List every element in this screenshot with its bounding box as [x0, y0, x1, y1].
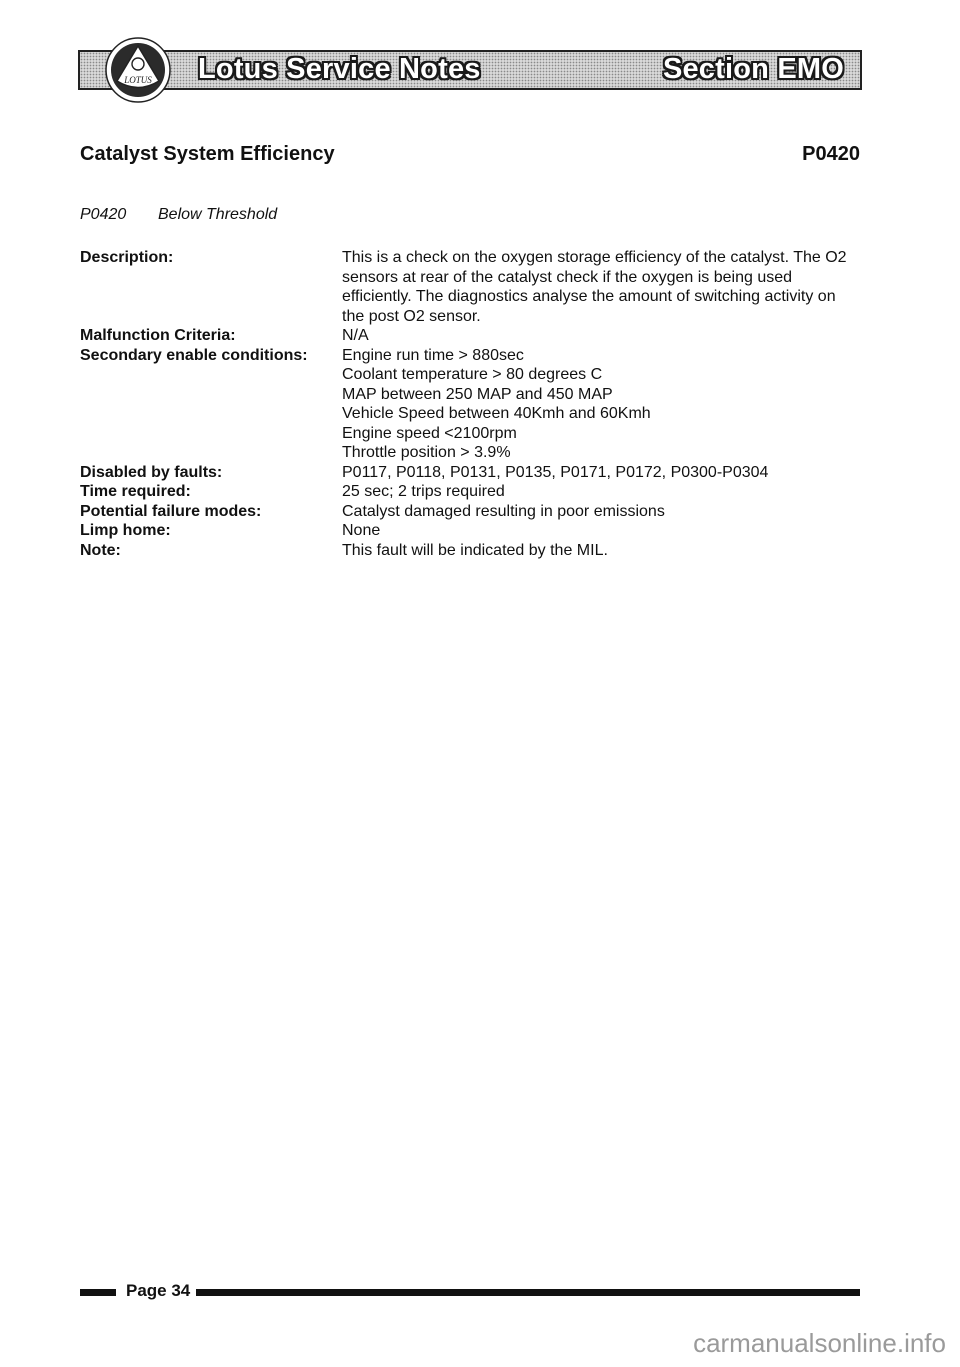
description-label: Description: — [80, 249, 174, 266]
secondary-value-3: MAP between 250 MAP and 450 MAP — [342, 385, 613, 403]
label-column — [80, 248, 308, 560]
sub-description: Below Threshold — [158, 206, 278, 223]
fault-code: P0420 — [802, 143, 860, 165]
page-heading: Catalyst System Efficiency — [80, 143, 335, 165]
limp-value: None — [342, 522, 381, 539]
header-title: Lotus Service Notes — [198, 53, 481, 85]
watermark: carmanualsonline.info — [693, 1328, 946, 1358]
description-value: This is a check on the oxygen storage efficiency of the catalyst. The O2 sensors at rear of the catalyst check if the oxygen is being used efficiently. The diagnostics analyse the amount of switching activity on the post O2 sensor. — [342, 249, 847, 325]
malfunction-label: Malfunction Criteria: — [80, 327, 236, 344]
header-banner — [78, 50, 862, 90]
header-section: Section EMO — [662, 53, 844, 85]
secondary-value-1: Engine run time > 880sec — [342, 346, 524, 364]
secondary-label: Secondary enable conditions: — [80, 346, 308, 364]
secondary-value-2: Coolant temperature > 80 degrees C — [342, 366, 603, 383]
value-column — [342, 248, 862, 560]
footer-bar-right — [196, 1289, 860, 1296]
note-label: Note: — [80, 541, 121, 559]
failure-value: Catalyst damaged resulting in poor emissions — [342, 502, 665, 520]
sub-code: P0420 — [80, 206, 127, 223]
failure-label: Potential failure modes: — [80, 502, 262, 520]
footer-bar-left — [80, 1289, 116, 1296]
lotus-logo — [104, 36, 172, 104]
malfunction-value: N/A — [342, 327, 369, 344]
time-label: Time required: — [80, 483, 191, 500]
limp-label: Limp home: — [80, 522, 171, 539]
time-value: 25 sec; 2 trips required — [342, 483, 505, 500]
secondary-value-6: Throttle position > 3.9% — [342, 444, 511, 461]
disabled-value: P0117, P0118, P0131, P0135, P0171, P0172, P0300-P0304 — [342, 463, 769, 481]
page-number: Page 34 — [126, 1281, 191, 1300]
note-value: This fault will be indicated by the MIL. — [342, 541, 608, 559]
secondary-value-5: Engine speed <2100rpm — [342, 424, 517, 442]
disabled-label: Disabled by faults: — [80, 463, 223, 481]
secondary-value-4: Vehicle Speed between 40Kmh and 60Kmh — [342, 405, 651, 422]
svg-text:LOTUS: LOTUS — [124, 75, 152, 85]
